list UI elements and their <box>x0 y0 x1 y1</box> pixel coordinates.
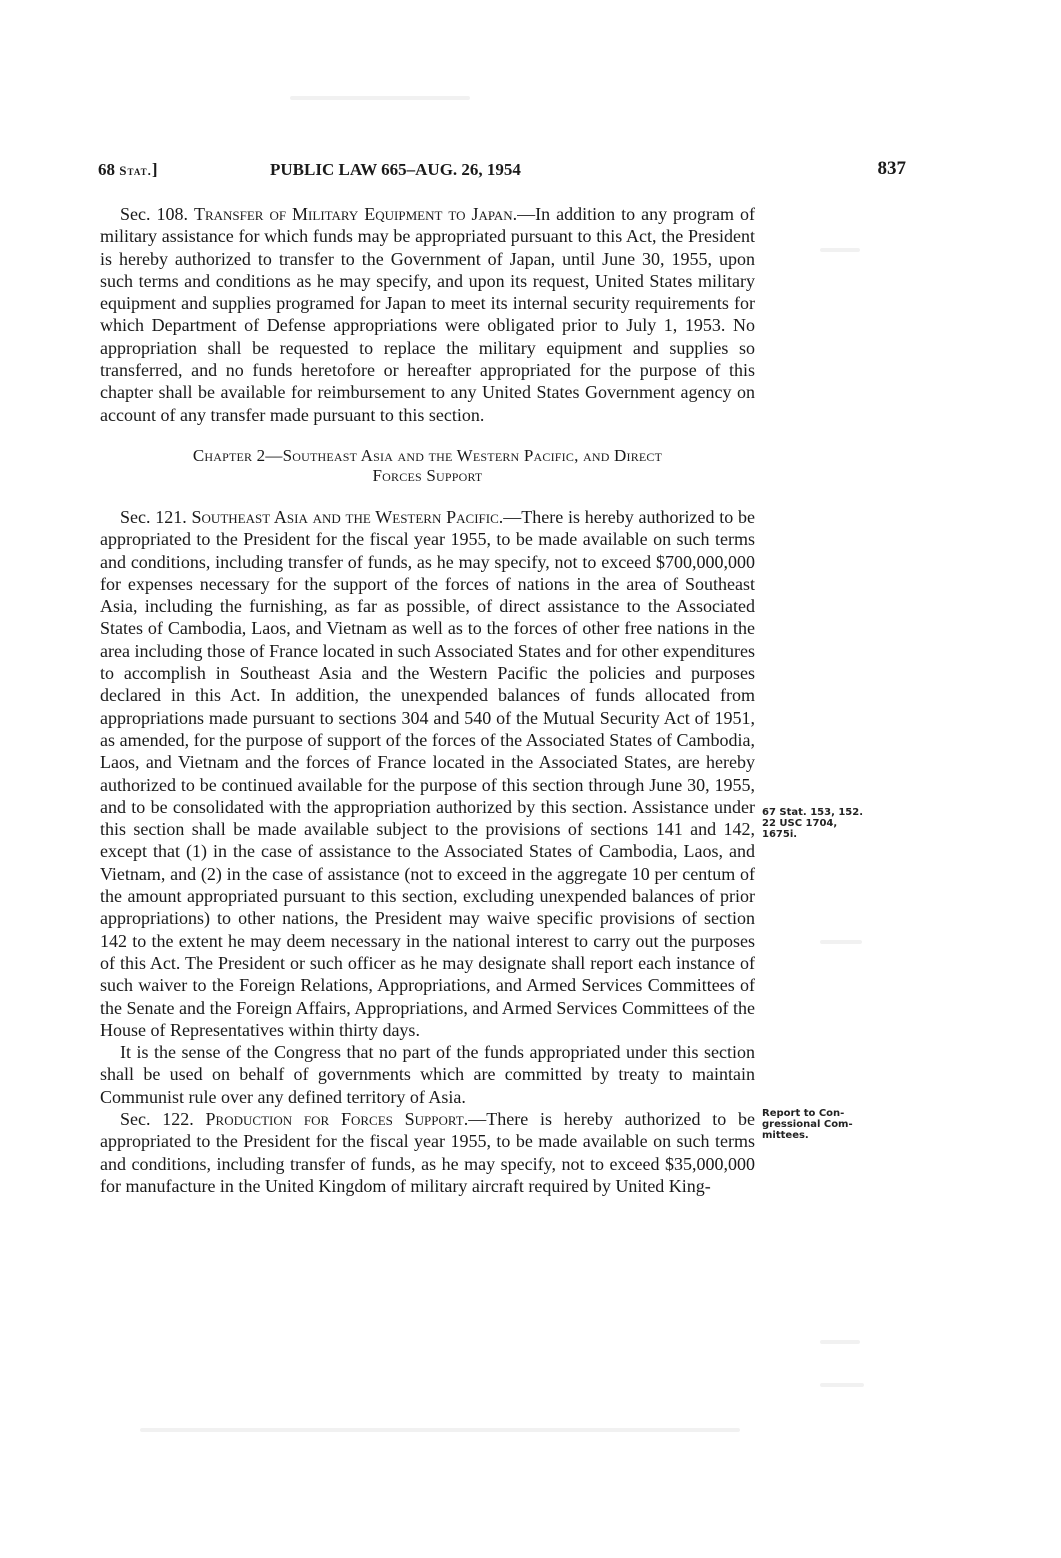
statute-volume: 68 Stat.] <box>98 160 158 179</box>
running-header <box>98 160 906 184</box>
bleed-through-mark <box>140 1428 740 1432</box>
public-law-title: PUBLIC LAW 665–AUG. 26, 1954 <box>270 160 521 179</box>
section-121-continued: It is the sense of the Congress that no part of the funds appropriated under this section shall be used on behalf of governments which are committed by treaty to maintain Communist rule over any defined territory of Asia. <box>100 1042 755 1107</box>
bleed-through-mark <box>820 1340 860 1344</box>
bleed-through-mark <box>820 248 860 252</box>
chapter-heading: Chapter 2—Southeast Asia and the Western Pacific, and Direct Forces Support <box>192 445 663 485</box>
page-number: 837 <box>877 158 906 179</box>
margin-note-report: Report to Con- gressional Com- mittees. <box>762 1108 853 1141</box>
bleed-through-mark <box>820 1383 864 1387</box>
section-108: Sec. 108. Transfer of Military Equipment to Japan.—In addition to any program of military assistance for which funds may be appropriated pursuant to this Act, the President is hereby authorized to transfer to the Government of Japan, until June 30, 1955, upon such terms and conditions as he may specify, and upon its request, United States military equipment and supplies programed for Japan to meet its internal security requirements for which Department of Defense appropriations were obligated prior to July 1, 1953. No appropriation shall be requested to replace the military equipment and supplies so transferred, and no funds heretofore or hereafter appropriated for the purpose of this chapter shall be available for reimbursement to any United States Government agency on account of any transfer made pursuant to this section. <box>100 204 756 425</box>
section-121: Sec. 121. Southeast Asia and the Western Pacific.—There is hereby authorized to be appropriated to the President for the fiscal year 1955, to be made available on such terms and conditions, including transfer of funds, as he may specify, not to exceed $700,000,000 for expenses necessary for the support of the forces of nations in the area of Southeast Asia, including the furnishing, as far as possible, of direct assistance to the Associated States of Cambodia, Laos, and Vietnam as well as to the forces of other free nations in the area including those of France located in such Associated States and for other expenditures to accomplish in Southeast Asia and the Western Pacific the policies and purposes declared in this Act. In addition, the unexpended balances of funds allocated from appropriations made pursuant to sections 304 and 540 of the Mutual Security Act of 1951, as amended, for the purpose of support of the forces of the Associated States of Cambodia, Laos, and Vietnam and the forces of France located in the Associated States, are hereby authorized to be continued available for the purpose of this section through June 30, 1955, and to be consolidated with the appropriation authorized by this section. Assistance under this section shall be made available subject to the provisions of sections 141 and 142, except that (1) in the case of assistance to the Associated States of Cambodia, Laos, and Vietnam, and (2) in the case of assistance (not to exceed in the aggregate 10 per centum of the amount appropriated pursuant to this section, excluding unexpended balances of prior appropriations) to other nations, the President may waive specific provisions of section 142 to the extent he may deem necessary in the national interest to carry out the purposes of this Act. The President or such officer as he may designate shall report each instance of such waiver to the Foreign Relations, Appropriations, and Armed Services Committees of the Senate and the Foreign Affairs, Appropriations, and Armed Services Committees of the House of Representatives within thirty days. <box>100 506 755 1040</box>
page-body <box>100 203 755 1197</box>
section-heading: Transfer of Military Equipment to Japan. <box>193 204 518 224</box>
margin-citation: 67 Stat. 153, 152. 22 USC 1704, 1675i. <box>762 807 864 840</box>
bleed-through-mark <box>290 96 470 100</box>
bleed-through-mark <box>820 940 862 944</box>
section-heading: Production for Forces Support. <box>205 1108 469 1129</box>
section-heading: Southeast Asia and the Western Pacific. <box>191 506 504 527</box>
section-122: Sec. 122. Production for Forces Support.—There is hereby authorized to be appropriated to the President for the fiscal year 1955, to be made available on such terms and conditions, including transfer of funds, as he may specify, not to exceed $35,000,000 for manufacture in the United Kingdom of military aircraft required by United King- <box>100 1108 755 1196</box>
